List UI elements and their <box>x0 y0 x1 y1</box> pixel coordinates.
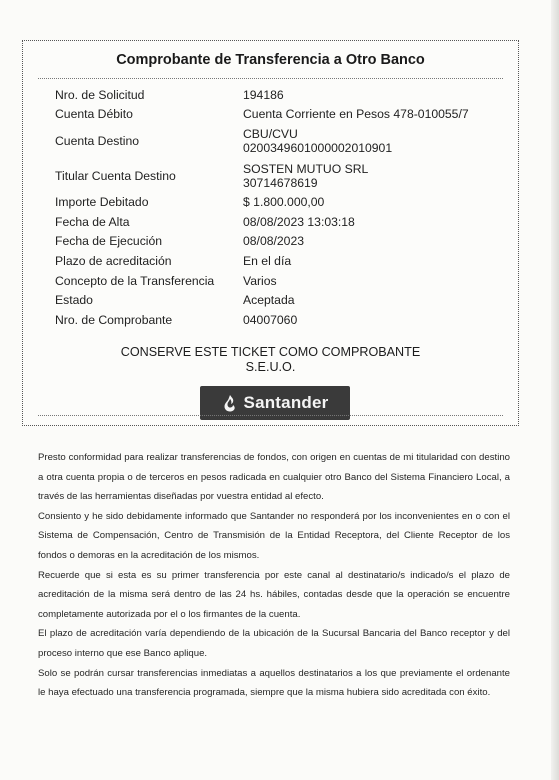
field-row-plazo <box>55 254 508 268</box>
field-value-line1: CBU/CVU <box>243 127 298 141</box>
field-value: 08/08/2023 13:03:18 <box>243 215 355 229</box>
field-value-line2: 0200349601000002010901 <box>243 141 393 155</box>
field-label: Nro. de Comprobante <box>55 313 173 327</box>
field-label: Cuenta Débito <box>55 107 133 121</box>
field-row-titular <box>55 162 508 190</box>
terms-paragraph: Solo se podrán cursar transferencias inmediatas a aquellos destinatarios a los que previamente el ordenante le haya efectuado una transferencia programada, siempre que la misma hubiera sido acreditada con éxito. <box>38 667 510 699</box>
terms-paragraph: Presto conformidad para realizar transferencias de fondos, con origen en cuentas de mi titularidad con destino a otra cuenta propia o de terceros en pesos radicada en cualquier otro Banco del Sistema Financiero Local, a través de las herramientas diseñadas por vuestra entidad al efecto. <box>38 452 510 503</box>
notice-line-2: S.E.U.O. <box>245 360 296 374</box>
field-value: Varios <box>243 274 277 288</box>
field-row-comprobante <box>55 313 508 327</box>
transfer-receipt <box>22 40 519 426</box>
field-value: Cuenta Corriente en Pesos 478-010055/7 <box>243 107 469 121</box>
field-label: Titular Cuenta Destino <box>55 169 176 183</box>
terms-section <box>38 448 510 703</box>
field-row-solicitud <box>55 88 508 102</box>
receipt-title: Comprobante de Transferencia a Otro Banco <box>116 52 425 68</box>
field-label: Fecha de Ejecución <box>55 234 163 248</box>
field-row-concepto <box>55 274 508 288</box>
terms-paragraph: Recuerde que si esta es su primer transferencia por este canal al destinatario/s indicado/s el plazo de acreditación de la misma será dentro de las 24 hs. hábiles, contadas desde que la operación se encuentre completamente autorizada por el o los firmantes de la cuenta. <box>38 569 510 620</box>
logo-divider <box>38 415 503 416</box>
field-label: Importe Debitado <box>55 195 149 209</box>
field-label: Cuenta Destino <box>55 134 140 148</box>
field-row-cuenta-destino <box>55 127 508 155</box>
field-value: Aceptada <box>243 293 295 307</box>
field-label: Estado <box>55 293 93 307</box>
field-value: $ 1.800.000,00 <box>243 195 325 209</box>
terms-paragraph: Consiento y he sido debidamente informado que Santander no responderá por los inconvenientes en o con el Sistema de Compensación, Centro de Transmisión de la Entidad Receptora, del Cliente Receptor de los fondos o demoras en la acreditación de los mismos. <box>38 510 510 561</box>
field-value: 04007060 <box>243 313 298 327</box>
field-value: 194186 <box>243 88 284 102</box>
conserve-notice <box>23 345 518 375</box>
field-value: En el día <box>243 254 292 268</box>
field-value-line1: SOSTEN MUTUO SRL <box>243 162 369 176</box>
logo-wordmark: Santander <box>243 393 329 412</box>
title-divider <box>38 78 503 79</box>
field-row-importe <box>55 195 508 209</box>
field-label: Nro. de Solicitud <box>55 88 145 102</box>
field-label: Fecha de Alta <box>55 215 130 229</box>
field-value <box>243 127 392 155</box>
field-label: Concepto de la Transferencia <box>55 274 215 288</box>
santander-flame-icon <box>222 394 238 412</box>
field-row-fecha-alta <box>55 215 508 229</box>
notice-line-1: CONSERVE ESTE TICKET COMO COMPROBANTE <box>120 345 421 359</box>
field-row-cuenta-debito <box>55 107 508 121</box>
field-value <box>243 162 368 190</box>
field-label: Plazo de acreditación <box>55 254 172 268</box>
field-row-fecha-ejecucion <box>55 234 508 248</box>
terms-paragraph: El plazo de acreditación varía dependiendo de la ubicación de la Sucursal Bancaria del Banco receptor y del proceso interno que ese Banco aplique. <box>38 628 510 659</box>
page-edge-shadow <box>551 0 559 780</box>
field-value-line2: 30714678619 <box>243 176 318 190</box>
field-row-estado <box>55 293 508 307</box>
field-value: 08/08/2023 <box>243 234 304 248</box>
